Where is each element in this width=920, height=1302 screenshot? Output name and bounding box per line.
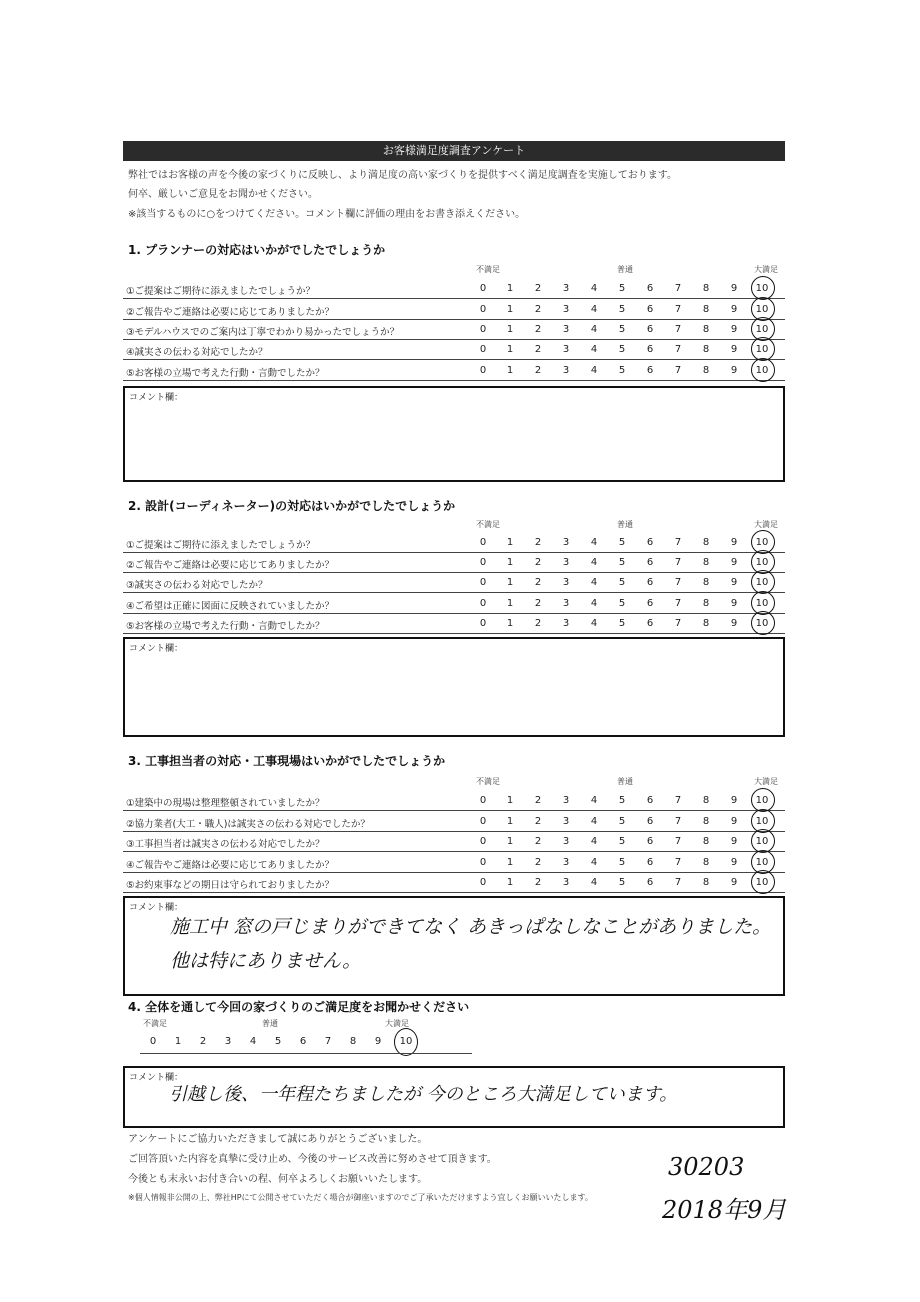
rating-option-6[interactable]: 6 (646, 816, 654, 827)
selected-circle-mark (751, 358, 775, 382)
rating-option-3[interactable]: 3 (562, 598, 570, 609)
rating-option-1[interactable]: 1 (506, 283, 514, 294)
rating-option-9[interactable]: 9 (730, 557, 738, 568)
section4-rating-option-4[interactable]: 4 (249, 1036, 257, 1047)
rating-option-7[interactable]: 7 (674, 877, 682, 888)
rating-option-1[interactable]: 1 (506, 836, 514, 847)
rating-option-10[interactable]: 10 (755, 344, 769, 355)
section4-rating-option-3[interactable]: 3 (224, 1036, 232, 1047)
rating-option-4[interactable]: 4 (590, 324, 598, 335)
rating-option-8[interactable]: 8 (702, 857, 710, 868)
rating-option-7[interactable]: 7 (674, 537, 682, 548)
section2-mid-label: 普通 (617, 520, 633, 529)
rating-option-0[interactable]: 0 (479, 324, 487, 335)
section2-low-label: 不満足 (476, 520, 500, 529)
rating-option-0[interactable]: 0 (479, 557, 487, 568)
rating-option-8[interactable]: 8 (702, 344, 710, 355)
rating-option-2[interactable]: 2 (534, 304, 542, 315)
rating-option-6[interactable]: 6 (646, 836, 654, 847)
intro-line-1: 弊社ではお客様の声を今後の家づくりに反映し、より満足度の高い家づくりを提供すべく満足度調査を実施しております。 (128, 170, 677, 181)
comment-label: コメント欄： (129, 903, 184, 913)
rating-option-2[interactable]: 2 (534, 618, 542, 629)
rating-option-4[interactable]: 4 (590, 598, 598, 609)
rating-option-8[interactable]: 8 (702, 795, 710, 806)
section1-question-row (123, 278, 785, 299)
rating-option-0[interactable]: 0 (479, 877, 487, 888)
rating-option-4[interactable]: 4 (590, 618, 598, 629)
rating-option-3[interactable]: 3 (562, 304, 570, 315)
rating-option-9[interactable]: 9 (730, 577, 738, 588)
rating-option-9[interactable]: 9 (730, 537, 738, 548)
rating-option-2[interactable]: 2 (534, 537, 542, 548)
section4-mid-label: 普通 (262, 1019, 278, 1028)
rating-option-7[interactable]: 7 (674, 598, 682, 609)
rating-option-8[interactable]: 8 (702, 537, 710, 548)
footer-line-3: 今後とも末永いお付き合いの程、何卒よろしくお願いいたします。 (128, 1174, 428, 1185)
rating-option-0[interactable]: 0 (479, 836, 487, 847)
question-text: ①ご提案はご期待に添えましたでしょうか？ (126, 540, 316, 551)
rating-option-2[interactable]: 2 (534, 557, 542, 568)
rating-option-5[interactable]: 5 (618, 344, 626, 355)
section4-rating-option-2[interactable]: 2 (199, 1036, 207, 1047)
rating-option-9[interactable]: 9 (730, 344, 738, 355)
rating-option-8[interactable]: 8 (702, 877, 710, 888)
question-text: ④ご報告やご連絡は必要に応じてありましたか？ (126, 860, 335, 871)
question-text: ①建築中の現場は整理整頓されていましたか？ (126, 798, 325, 809)
section4-rating-option-1[interactable]: 1 (174, 1036, 182, 1047)
rating-option-10[interactable]: 10 (755, 816, 769, 827)
rating-option-4[interactable]: 4 (590, 537, 598, 548)
rating-option-0[interactable]: 0 (479, 537, 487, 548)
rating-option-3[interactable]: 3 (562, 283, 570, 294)
rating-option-0[interactable]: 0 (479, 283, 487, 294)
rating-option-3[interactable]: 3 (562, 577, 570, 588)
rating-option-10[interactable]: 10 (755, 836, 769, 847)
rating-option-5[interactable]: 5 (618, 857, 626, 868)
section2-question-row (123, 552, 785, 573)
rating-option-9[interactable]: 9 (730, 795, 738, 806)
rating-option-8[interactable]: 8 (702, 304, 710, 315)
comment-label: コメント欄： (129, 393, 184, 403)
section1-question-row (123, 339, 785, 360)
rating-option-1[interactable]: 1 (506, 795, 514, 806)
rating-option-2[interactable]: 2 (534, 795, 542, 806)
rating-option-8[interactable]: 8 (702, 836, 710, 847)
rating-option-6[interactable]: 6 (646, 344, 654, 355)
section2-question-row (123, 572, 785, 593)
section3-comment-line-2: 他は特にありません。 (170, 950, 362, 972)
handwritten-date: 2018年9月 (662, 1196, 787, 1224)
rating-option-10[interactable]: 10 (755, 557, 769, 568)
rating-option-2[interactable]: 2 (534, 365, 542, 376)
rating-option-2[interactable]: 2 (534, 836, 542, 847)
rating-option-6[interactable]: 6 (646, 283, 654, 294)
rating-option-10[interactable]: 10 (755, 324, 769, 335)
section3-question-row (123, 872, 785, 893)
footer-line-2: ご回答頂いた内容を真摯に受け止め、今後のサービス改善に努めさせて頂きます。 (128, 1154, 497, 1165)
rating-option-1[interactable]: 1 (506, 618, 514, 629)
rating-option-4[interactable]: 4 (590, 836, 598, 847)
rating-option-6[interactable]: 6 (646, 618, 654, 629)
rating-option-10[interactable]: 10 (755, 283, 769, 294)
rating-option-3[interactable]: 3 (562, 816, 570, 827)
rating-option-9[interactable]: 9 (730, 618, 738, 629)
rating-option-5[interactable]: 5 (618, 365, 626, 376)
rating-option-2[interactable]: 2 (534, 344, 542, 355)
rating-option-5[interactable]: 5 (618, 598, 626, 609)
rating-option-10[interactable]: 10 (755, 618, 769, 629)
rating-option-4[interactable]: 4 (590, 557, 598, 568)
question-text: ④誠実さの伝わる対応でしたか？ (126, 347, 268, 358)
rating-option-0[interactable]: 0 (479, 795, 487, 806)
section2-high-label: 大満足 (754, 520, 778, 529)
question-text: ②ご報告やご連絡は必要に応じてありましたか？ (126, 307, 335, 318)
section3-question-row (123, 831, 785, 852)
rating-option-10[interactable]: 10 (755, 598, 769, 609)
intro-line-2: 何卒、厳しいご意見をお聞かせください。 (128, 189, 318, 200)
section1-question-row (123, 360, 785, 381)
rating-option-10[interactable]: 10 (755, 857, 769, 868)
rating-option-0[interactable]: 0 (479, 577, 487, 588)
rating-option-9[interactable]: 9 (730, 324, 738, 335)
rating-option-10[interactable]: 10 (755, 304, 769, 315)
footer-line-1: アンケートにご協力いただきまして誠にありがとうございました。 (128, 1134, 428, 1145)
rating-option-4[interactable]: 4 (590, 857, 598, 868)
rating-option-1[interactable]: 1 (506, 324, 514, 335)
rating-option-6[interactable]: 6 (646, 795, 654, 806)
rating-option-3[interactable]: 3 (562, 557, 570, 568)
rating-option-1[interactable]: 1 (506, 557, 514, 568)
rating-option-9[interactable]: 9 (730, 877, 738, 888)
section4-title: 4. 全体を通して今回の家づくりのご満足度をお聞かせください (128, 1000, 470, 1014)
section3-mid-label: 普通 (617, 777, 633, 786)
question-text: ④ご希望は正確に図面に反映されていましたか？ (126, 601, 335, 612)
question-text: ③工事担当者は誠実さの伝わる対応でしたか？ (126, 839, 325, 850)
rating-option-3[interactable]: 3 (562, 365, 570, 376)
rating-option-9[interactable]: 9 (730, 304, 738, 315)
rating-option-6[interactable]: 6 (646, 304, 654, 315)
section4-underline (140, 1053, 472, 1054)
rating-option-4[interactable]: 4 (590, 304, 598, 315)
section3-comment-line-1: 施工中 窓の戸じまりができてなく あきっぱなしなことがありました。 (170, 916, 772, 938)
handwritten-id: 30203 (668, 1153, 745, 1181)
question-text: ⑤お客様の立場で考えた行動・言動でしたか？ (126, 621, 325, 632)
rating-option-8[interactable]: 8 (702, 618, 710, 629)
rating-option-10[interactable]: 10 (755, 365, 769, 376)
selected-circle-mark (751, 870, 775, 894)
rating-option-2[interactable]: 2 (534, 577, 542, 588)
rating-option-7[interactable]: 7 (674, 304, 682, 315)
section3-title: 3. 工事担当者の対応・工事現場はいかがでしたでしょうか (128, 754, 446, 768)
intro-line-3: ※該当するものに○をつけてください。コメント欄に評価の理由をお書き添えください。 (128, 209, 526, 220)
section1-mid-label: 普通 (617, 265, 633, 274)
rating-option-5[interactable]: 5 (618, 836, 626, 847)
rating-option-6[interactable]: 6 (646, 598, 654, 609)
section4-rating-option-0[interactable]: 0 (149, 1036, 157, 1047)
question-text: ②協力業者(大工・職人)は誠実さの伝わる対応でしたか？ (126, 819, 370, 830)
rating-option-3[interactable]: 3 (562, 344, 570, 355)
rating-option-3[interactable]: 3 (562, 618, 570, 629)
question-text: ③誠実さの伝わる対応でしたか？ (126, 580, 268, 591)
rating-option-1[interactable]: 1 (506, 344, 514, 355)
rating-option-5[interactable]: 5 (618, 304, 626, 315)
rating-option-4[interactable]: 4 (590, 816, 598, 827)
rating-option-9[interactable]: 9 (730, 857, 738, 868)
rating-option-6[interactable]: 6 (646, 577, 654, 588)
rating-option-7[interactable]: 7 (674, 816, 682, 827)
section3-question-row (123, 811, 785, 832)
rating-option-10[interactable]: 10 (755, 795, 769, 806)
question-text: ②ご報告やご連絡は必要に応じてありましたか？ (126, 560, 335, 571)
rating-option-0[interactable]: 0 (479, 816, 487, 827)
rating-option-1[interactable]: 1 (506, 857, 514, 868)
rating-option-10[interactable]: 10 (755, 537, 769, 548)
section4-rating-option-9[interactable]: 9 (374, 1036, 382, 1047)
section4-rating-option-5[interactable]: 5 (274, 1036, 282, 1047)
section1-question-row (123, 319, 785, 340)
section4-rating-option-7[interactable]: 7 (324, 1036, 332, 1047)
rating-option-7[interactable]: 7 (674, 795, 682, 806)
rating-option-2[interactable]: 2 (534, 598, 542, 609)
section4-comment-text: 引越し後、一年程たちましたが 今のところ大満足しています。 (169, 1084, 678, 1105)
rating-option-5[interactable]: 5 (618, 324, 626, 335)
rating-option-4[interactable]: 4 (590, 795, 598, 806)
rating-option-1[interactable]: 1 (506, 816, 514, 827)
rating-option-6[interactable]: 6 (646, 877, 654, 888)
question-text: ③モデルハウスでのご案内は丁寧でわかり易かったでしょうか？ (126, 327, 400, 338)
rating-option-2[interactable]: 2 (534, 324, 542, 335)
rating-option-10[interactable]: 10 (755, 877, 769, 888)
rating-option-1[interactable]: 1 (506, 537, 514, 548)
section3-high-label: 大満足 (754, 777, 778, 786)
section4-comment-label: コメント欄： (129, 1073, 184, 1083)
section3-question-row (123, 852, 785, 873)
rating-option-4[interactable]: 4 (590, 344, 598, 355)
section4-selected-circle-mark (394, 1028, 418, 1056)
question-text: ⑤お約束事などの期日は守られておりましたか？ (126, 880, 335, 891)
rating-option-0[interactable]: 0 (479, 618, 487, 629)
survey-title: お客様満足度調査アンケート (123, 141, 785, 161)
section4-rating-option-6[interactable]: 6 (299, 1036, 307, 1047)
rating-option-2[interactable]: 2 (534, 877, 542, 888)
rating-option-7[interactable]: 7 (674, 557, 682, 568)
section2-question-row (123, 593, 785, 614)
rating-option-6[interactable]: 6 (646, 857, 654, 868)
rating-option-5[interactable]: 5 (618, 557, 626, 568)
rating-option-3[interactable]: 3 (562, 836, 570, 847)
rating-option-8[interactable]: 8 (702, 365, 710, 376)
rating-option-4[interactable]: 4 (590, 577, 598, 588)
rating-option-7[interactable]: 7 (674, 618, 682, 629)
rating-option-1[interactable]: 1 (506, 577, 514, 588)
rating-option-2[interactable]: 2 (534, 816, 542, 827)
rating-option-0[interactable]: 0 (479, 365, 487, 376)
rating-option-7[interactable]: 7 (674, 324, 682, 335)
rating-option-9[interactable]: 9 (730, 836, 738, 847)
rating-option-0[interactable]: 0 (479, 857, 487, 868)
rating-option-5[interactable]: 5 (618, 795, 626, 806)
rating-option-3[interactable]: 3 (562, 877, 570, 888)
rating-option-3[interactable]: 3 (562, 324, 570, 335)
rating-option-8[interactable]: 8 (702, 557, 710, 568)
rating-option-7[interactable]: 7 (674, 577, 682, 588)
rating-option-9[interactable]: 9 (730, 365, 738, 376)
rating-option-1[interactable]: 1 (506, 304, 514, 315)
rating-option-0[interactable]: 0 (479, 304, 487, 315)
rating-option-5[interactable]: 5 (618, 537, 626, 548)
rating-option-7[interactable]: 7 (674, 365, 682, 376)
section4-low-label: 不満足 (143, 1019, 167, 1028)
selected-circle-mark (751, 611, 775, 635)
rating-option-3[interactable]: 3 (562, 857, 570, 868)
rating-option-4[interactable]: 4 (590, 365, 598, 376)
rating-option-0[interactable]: 0 (479, 598, 487, 609)
rating-option-8[interactable]: 8 (702, 324, 710, 335)
rating-option-8[interactable]: 8 (702, 577, 710, 588)
section4-comment-box[interactable] (123, 1066, 785, 1128)
rating-option-8[interactable]: 8 (702, 283, 710, 294)
rating-option-5[interactable]: 5 (618, 877, 626, 888)
section3-question-row (123, 790, 785, 811)
section4-rating-option-8[interactable]: 8 (349, 1036, 357, 1047)
rating-option-7[interactable]: 7 (674, 283, 682, 294)
section1-question-row (123, 299, 785, 320)
rating-option-6[interactable]: 6 (646, 324, 654, 335)
rating-option-0[interactable]: 0 (479, 344, 487, 355)
rating-option-4[interactable]: 4 (590, 283, 598, 294)
section1-title: 1. プランナーの対応はいかがでしたでしょうか (128, 243, 386, 257)
rating-option-9[interactable]: 9 (730, 283, 738, 294)
rating-option-8[interactable]: 8 (702, 598, 710, 609)
rating-option-7[interactable]: 7 (674, 857, 682, 868)
section4-high-label: 大満足 (385, 1019, 409, 1028)
rating-option-2[interactable]: 2 (534, 283, 542, 294)
rating-option-7[interactable]: 7 (674, 344, 682, 355)
rating-option-8[interactable]: 8 (702, 816, 710, 827)
rating-option-3[interactable]: 3 (562, 795, 570, 806)
rating-option-6[interactable]: 6 (646, 537, 654, 548)
section1-low-label: 不満足 (476, 265, 500, 274)
section2-question-row (123, 532, 785, 553)
section3-low-label: 不満足 (476, 777, 500, 786)
question-text: ①ご提案はご期待に添えましたでしょうか？ (126, 286, 316, 297)
section2-comment-box[interactable] (123, 637, 785, 737)
section1-comment-box[interactable] (123, 386, 785, 482)
section4-rating-option-10[interactable]: 10 (399, 1036, 413, 1047)
rating-option-3[interactable]: 3 (562, 537, 570, 548)
rating-option-10[interactable]: 10 (755, 577, 769, 588)
question-text: ⑤お客様の立場で考えた行動・言動でしたか？ (126, 368, 325, 379)
footnote: ※個人情報非公開の上、弊社HPにて公開させていただく場合が御座いますのでご了承いただけますよう宜しくお願いいたします。 (128, 1193, 593, 1202)
rating-option-5[interactable]: 5 (618, 816, 626, 827)
rating-option-1[interactable]: 1 (506, 598, 514, 609)
section1-high-label: 大満足 (754, 265, 778, 274)
comment-label: コメント欄： (129, 644, 184, 654)
rating-option-5[interactable]: 5 (618, 618, 626, 629)
rating-option-5[interactable]: 5 (618, 577, 626, 588)
section2-title: 2. 設計(コーディネーター)の対応はいかがでしたでしょうか (128, 499, 456, 513)
rating-option-9[interactable]: 9 (730, 598, 738, 609)
rating-option-6[interactable]: 6 (646, 365, 654, 376)
rating-option-7[interactable]: 7 (674, 836, 682, 847)
rating-option-9[interactable]: 9 (730, 816, 738, 827)
section2-question-row (123, 613, 785, 634)
rating-option-5[interactable]: 5 (618, 283, 626, 294)
rating-option-1[interactable]: 1 (506, 365, 514, 376)
rating-option-1[interactable]: 1 (506, 877, 514, 888)
rating-option-6[interactable]: 6 (646, 557, 654, 568)
rating-option-2[interactable]: 2 (534, 857, 542, 868)
rating-option-4[interactable]: 4 (590, 877, 598, 888)
